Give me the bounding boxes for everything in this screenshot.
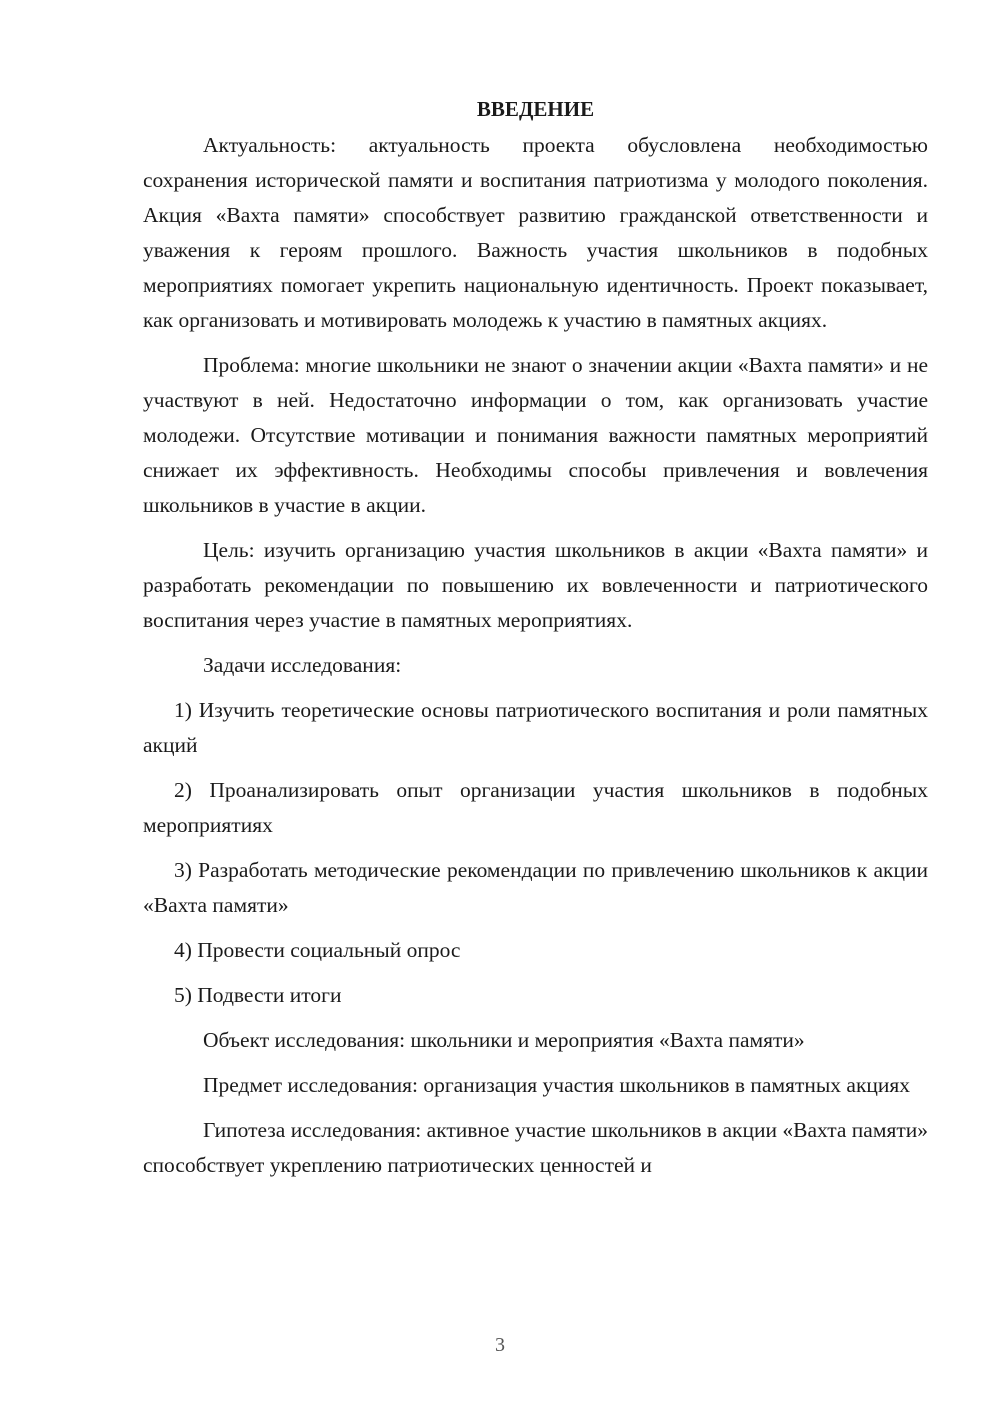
- tasks-heading: Задачи исследования:: [203, 653, 402, 677]
- task-item-4: 4) Провести социальный опрос: [174, 938, 461, 962]
- goal-paragraph: Цель: изучить организацию участия школьников в акции «Вахта памяти» и разработать рекомендации по повышению их вовлеченности и патриотического воспитания через участие в памятных мероприятиях.: [143, 538, 928, 632]
- task-item-2: 2) Проанализировать опыт организации участия школьников в подобных мероприятиях: [143, 778, 928, 837]
- task-item-3: 3) Разработать методические рекомендации по привлечению школьников к акции «Вахта памяти»: [143, 858, 928, 917]
- relevance-paragraph: Актуальность: актуальность проекта обусловлена необходимостью сохранения исторической памяти и воспитания патриотизма у молодого поколения. Акция «Вахта памяти» способствует развитию гражданской ответственности и уважения к героям прошлого. Важность участия школьников в подобных мероприятиях помогает укрепить национальную идентичность. Проект показывает, как организовать и мотивировать молодежь к участию в памятных акциях.: [143, 133, 928, 332]
- task-item-5: 5) Подвести итоги: [174, 983, 342, 1007]
- object-paragraph: Объект исследования: школьники и мероприятия «Вахта памяти»: [203, 1028, 805, 1052]
- problem-paragraph: Проблема: многие школьники не знают о значении акции «Вахта памяти» и не участвуют в ней. Недостаточно информации о том, как организовать участие молодежи. Отсутствие мотивации и понимания важности памятных мероприятий снижает их эффективность. Необходимы способы привлечения и вовлечения школьников в участие в акции.: [143, 353, 928, 517]
- page-number: 3: [495, 1334, 505, 1356]
- subject-paragraph: Предмет исследования: организация участия школьников в памятных акциях: [203, 1073, 911, 1097]
- hypothesis-paragraph: Гипотеза исследования: активное участие школьников в акции «Вахта памяти» способствует укреплению патриотических ценностей и: [143, 1118, 928, 1177]
- document-page: [143, 92, 928, 1183]
- page-title: ВВЕДЕНИЕ: [476, 97, 595, 121]
- task-item-1: 1) Изучить теоретические основы патриотического воспитания и роли памятных акций: [143, 698, 928, 757]
